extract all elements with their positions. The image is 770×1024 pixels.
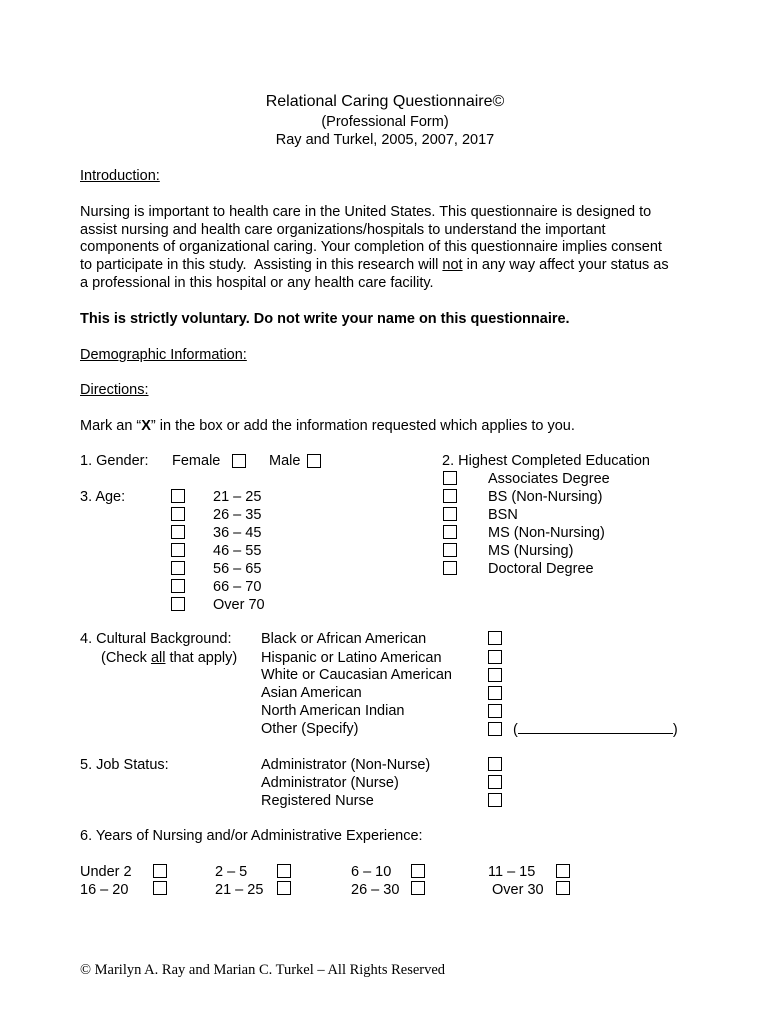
q2-checkbox[interactable] [443,543,457,557]
q4-option: White or Caucasian American [261,667,452,683]
intro-line-4b: in any way affect your status as [462,257,669,273]
q4-option: Hispanic or Latino American [261,650,442,666]
q4-checkbox[interactable] [488,704,502,718]
q2-checkbox[interactable] [443,525,457,539]
q4-specify-field[interactable] [513,720,678,739]
form-authors: Ray and Turkel, 2005, 2007, 2017 [275,132,495,148]
q4-option: Black or African American [261,631,427,647]
q3-option: 46 – 55 [213,543,262,559]
q2-option: Associates Degree [488,471,610,487]
q3-option: 26 – 35 [213,507,262,523]
q5-checkbox[interactable] [488,757,502,771]
q6-label: 6. Years of Nursing and/or Administrative Experience: [80,828,423,844]
directions-pre: Mark an “ [80,418,142,434]
q3-option: 36 – 45 [213,525,262,541]
intro-line-3: components of organizational caring. Your completion of this questionnaire implies consent [80,239,662,255]
q4-checkbox[interactable] [488,631,502,645]
q2-checkbox[interactable] [443,471,457,485]
q6-checkbox[interactable] [556,864,570,878]
directions-post: ” in the box or add the information requested which applies to you. [150,418,575,434]
q2-checkbox[interactable] [443,561,457,575]
q4-sub-post: that apply) [165,650,238,666]
intro-line-4a: to participate in this study. Assisting in this research will [80,257,443,273]
q6-option: Under 2 [80,864,132,880]
q3-checkbox[interactable] [171,597,185,611]
q6-checkbox[interactable] [411,881,425,895]
q5-option: Registered Nurse [261,793,374,809]
q4-option: Other (Specify) [261,721,359,737]
demographic-heading: Demographic Information: [80,347,247,363]
q2-option: Doctoral Degree [488,561,594,577]
form-subtitle: (Professional Form) [321,114,449,130]
specify-blank-line[interactable] [518,720,673,734]
intro-line-5: a professional in this hospital or any health care facility. [80,275,434,291]
q6-checkbox[interactable] [153,864,167,878]
q2-option: MS (Non-Nursing) [488,525,605,541]
q3-option: 21 – 25 [213,489,262,505]
q4-sub-all: all [150,650,166,666]
q4-option: North American Indian [261,703,405,719]
q2-checkbox[interactable] [443,507,457,521]
q1-male-label: Male [269,453,301,469]
intro-line-1: Nursing is important to health care in the United States. This questionnaire is designed to [80,204,652,220]
q6-checkbox[interactable] [153,881,167,895]
q3-checkbox[interactable] [171,543,185,557]
q2-option: MS (Nursing) [488,543,574,559]
q6-option: 16 – 20 [80,882,129,898]
q2-option: BSN [488,507,518,523]
q1-female-checkbox[interactable] [232,454,246,468]
q5-label: 5. Job Status: [80,757,169,773]
q6-option: 21 – 25 [215,882,264,898]
q4-checkbox[interactable] [488,650,502,664]
q6-checkbox[interactable] [277,881,291,895]
q1-label: 1. Gender: [80,453,149,469]
q3-option: 66 – 70 [213,579,262,595]
q3-option: Over 70 [213,597,265,613]
q6-option: 2 – 5 [215,864,248,880]
q3-option: 56 – 65 [213,561,262,577]
intro-heading: Introduction: [80,168,160,184]
q6-option: 11 – 15 [488,864,536,880]
q2-checkbox[interactable] [443,489,457,503]
intro-line-2: assist nursing and health care organizations/hospitals to understand the important [80,222,606,238]
q3-label: 3. Age: [80,489,126,505]
q6-checkbox[interactable] [556,881,570,895]
q1-male-checkbox[interactable] [307,454,321,468]
directions-heading: Directions: [80,382,149,398]
q3-checkbox[interactable] [171,579,185,593]
intro-not-emphasis: not [442,257,463,273]
intro-line-4 [80,256,669,274]
q5-checkbox[interactable] [488,793,502,807]
q2-option: BS (Non-Nursing) [488,489,603,505]
q3-checkbox[interactable] [171,489,185,503]
q5-option: Administrator (Non-Nurse) [261,757,431,773]
copyright-footer: © Marilyn A. Ray and Marian C. Turkel – All Rights Reserved [80,962,446,978]
q3-checkbox[interactable] [171,525,185,539]
specify-open-paren: ( [513,722,518,738]
q4-checkbox[interactable] [488,686,502,700]
q4-label: 4. Cultural Background: [80,631,232,647]
q4-sublabel [101,649,237,667]
q4-option: Asian American [261,685,362,701]
form-title: Relational Caring Questionnaire© [265,93,505,110]
q1-female-label: Female [172,453,221,469]
q3-checkbox[interactable] [171,561,185,575]
voluntary-notice: This is strictly voluntary. Do not write your name on this questionnaire. [80,311,570,327]
q3-checkbox[interactable] [171,507,185,521]
q5-checkbox[interactable] [488,775,502,789]
q4-checkbox[interactable] [488,722,502,736]
directions-text [80,417,575,435]
q6-option: 26 – 30 [351,882,400,898]
q6-checkbox[interactable] [277,864,291,878]
q6-option: Over 30 [492,882,544,898]
q6-checkbox[interactable] [411,864,425,878]
q6-option: 6 – 10 [351,864,392,880]
q2-label: 2. Highest Completed Education [442,453,650,469]
specify-close-paren: ) [672,722,678,738]
q5-option: Administrator (Nurse) [261,775,399,791]
q4-sub-pre: (Check [101,650,151,666]
directions-mark: X [141,418,151,434]
q4-checkbox[interactable] [488,668,502,682]
